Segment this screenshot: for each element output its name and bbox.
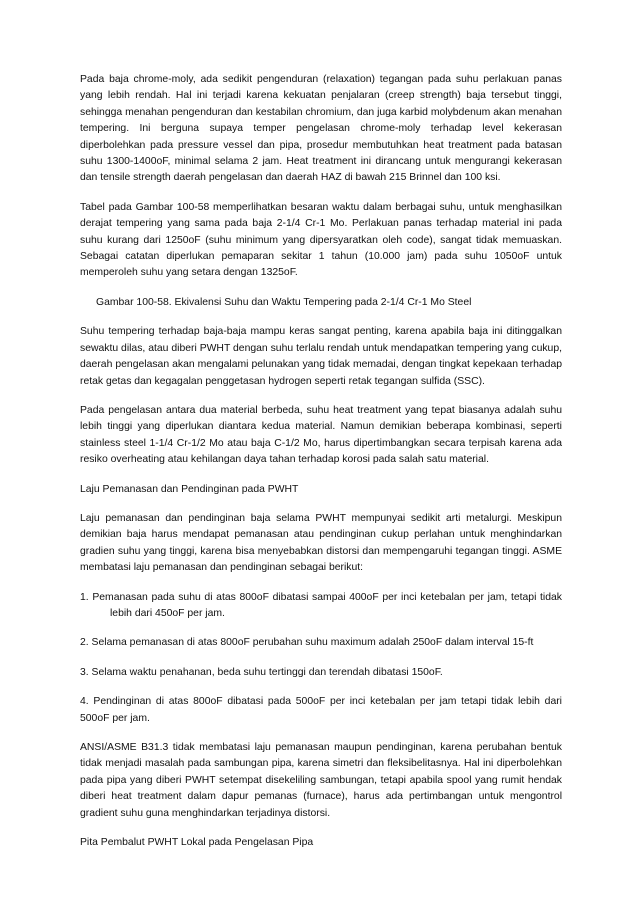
list-item-3: 3. Selama waktu penahanan, beda suhu tertinggi dan terendah dibatasi 150oF.: [80, 666, 443, 678]
list-item-4: 4. Pendinginan di atas 800oF dibatasi pada 500oF per inci ketebalan per jam tetapi tidak lebih dari 500oF per jam.: [80, 696, 562, 724]
paragraph-tempering-table: Tabel pada Gambar 100-58 memperlihatkan besaran waktu dalam berbagai suhu, untuk menghasilkan derajat tempering yang sama pada baja 2-1/4 Cr-1 Mo. Perlakuan panas terhadap material ini pada suhu kurang dari 1250oF (suhu minimum yang dipersyaratkan oleh code), sangat tidak memuaskan. Sebagai catatan diperlukan pemaparan sekitar 1 tahun (10.000 jam) pada suhu 1050oF untuk memperoleh suhu yang setara dengan 1325oF.: [80, 201, 562, 279]
paragraph-tempering-temperature: Suhu tempering terhadap baja-baja mampu keras sangat penting, karena apabila baja ini ditinggalkan sewaktu dilas, atau diberi PWHT dengan suhu terlalu rendah untuk mendapatkan tempering yang cukup, daerah pengelasan akan mengalami pelunakan yang tidak memadai, dengan tingkat kepekaan terhadap retak getas dan kegagalan penggetasan hydrogen seperti retak tegangan sulfida (SSC).: [80, 326, 562, 387]
section-heading-heating-cooling: Laju Pemanasan dan Pendinginan pada PWHT: [80, 483, 299, 495]
list-item-1: 1. Pemanasan pada suhu di atas 800oF dibatasi sampai 400oF per inci ketebalan per jam, tetapi tidak lebih dari 450oF per jam.: [80, 591, 562, 619]
paragraph-ansi-asme: ANSI/ASME B31.3 tidak membatasi laju pemanasan maupun pendinginan, karena perubahan bentuk tidak menjadi masalah pada sambungan pipa, karena simetri dan fleksibelitasnya. Hal ini diperbolehkan pada pipa yang diberi PWHT setempat disekeliling sambungan, tetapi apabila spool yang rumit hendak diberi heat treatment dalam dapur pemanas (furnace), harus ada pertimbangan untuk mengontrol gradient suhu guna menghindarkan terjadinya distorsi.: [80, 742, 562, 819]
paragraph-relaxation: Pada baja chrome-moly, ada sedikit pengenduran (relaxation) tegangan pada suhu perlakuan panas yang lebih rendah. Hal ini terjadi karena kekuatan penjalaran (creep strength) baja tersebut tinggi, sehingga menahan pengenduran dan kestabilan chromium, dan juga karbid molybdenum akan menahan tempering. Ini berguna supaya temper pengelasan chrome-moly terhadap level kekerasan diperbolehkan pada pressure vessel dan pipa, prosedur membutuhkan heat treatment pada batasan suhu 1300-1400oF, minimal selama 2 jam. Heat treatment ini dirancang untuk mengurangi kekerasan dan tensile strength daerah pengelasan dan daerah HAZ di bawah 215 Brinnel dan 100 ksi.: [80, 74, 562, 184]
document-page: [80, 72, 562, 864]
paragraph-heating-rate: Laju pemanasan dan pendinginan baja selama PWHT mempunyai sedikit arti metalurgi. Meskipun demikian baja harus mendapat pemanasan atau pendinginan cukup perlahan untuk menghindarkan gradien suhu yang tinggi, karena bisa menyebabkan distorsi dan mempengaruhi tegangan tinggi. ASME membatasi laju pemanasan dan pendinginan sebagai berikut:: [80, 512, 562, 574]
paragraph-dissimilar-materials: Pada pengelasan antara dua material berbeda, suhu heat treatment yang tepat biasanya adalah suhu lebih tinggi yang diperlukan diantara kedua material. Namun demikian beberapa kombinasi, seperti stainless steel 1-1/4 Cr-1/2 Mo atau baja C-1/2 Mo, harus dipertimbangkan secara terpisah karena ada resiko overheating atau kehilangan daya tahan terhadap korosi pada salah satu material.: [80, 404, 562, 466]
figure-caption: Gambar 100-58. Ekivalensi Suhu dan Waktu Tempering pada 2-1/4 Cr-1 Mo Steel: [96, 296, 472, 308]
section-heading-local-pwht: Pita Pembalut PWHT Lokal pada Pengelasan Pipa: [80, 837, 314, 849]
list-item-2: 2. Selama pemanasan di atas 800oF perubahan suhu maximum adalah 250oF dalam interval 15-ft: [80, 637, 534, 649]
